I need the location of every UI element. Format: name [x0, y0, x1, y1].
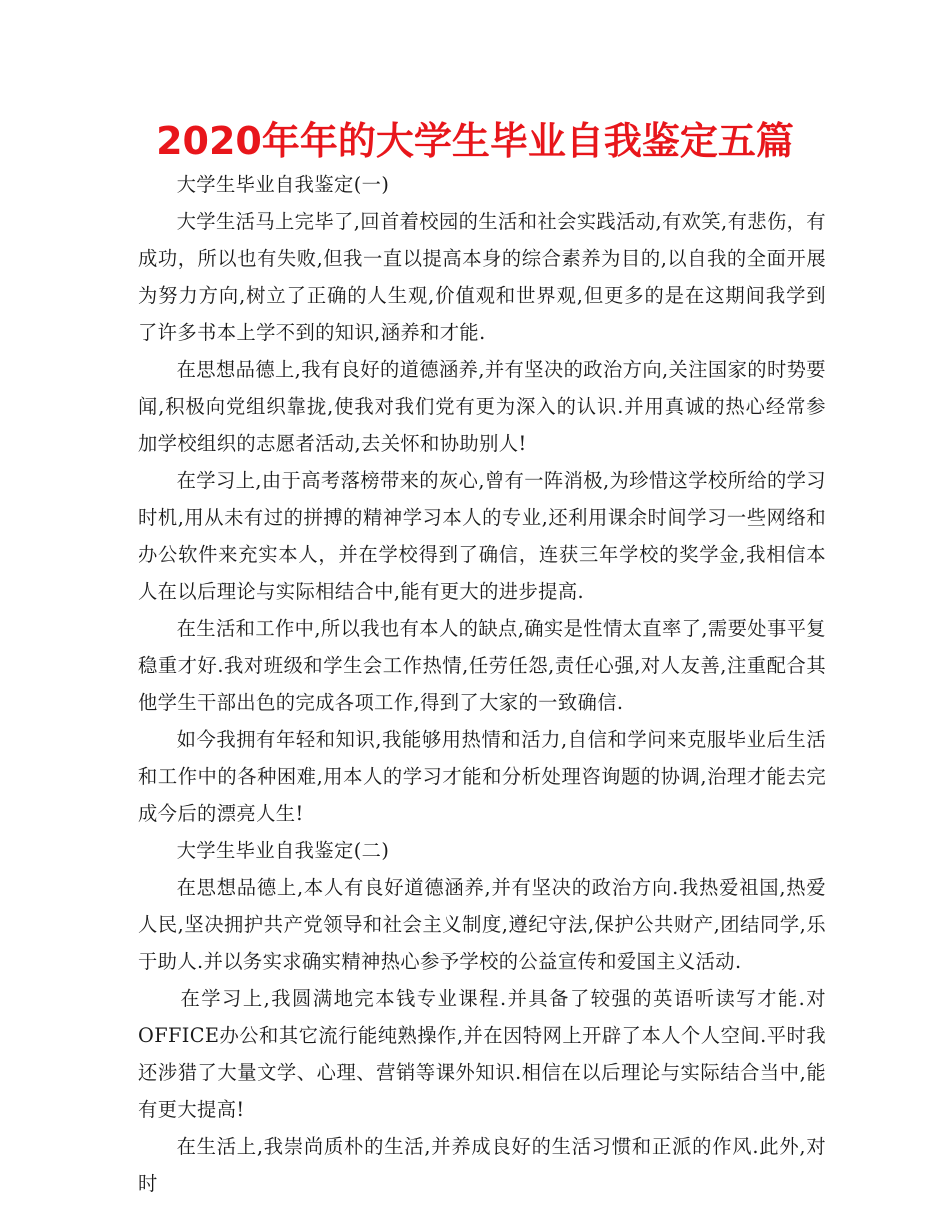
- paragraph: 在思想品德上,本人有良好道德涵养,并有坚决的政治方向.我热爱祖国,热爱人民,坚决拥护共产党领导和社会主义制度,遵纪守法,保护公共财产,团结同学,乐于助人.并以务实求确实精神热心参予学校的公益宣传和爱国主义活动.: [138, 876, 826, 973]
- paragraph: 在生活上,我崇尚质朴的生活,并养成良好的生活习惯和正派的作风.此外,对时: [138, 1135, 826, 1195]
- paragraph: 如今我拥有年轻和知识,我能够用热情和活力,自信和学问来克服毕业后生活和工作中的各种困难,用本人的学习才能和分析处理咨询题的协调,治理才能去完成今后的漂亮人生!: [138, 728, 826, 825]
- page-title: 2020年年的大学生毕业自我鉴定五篇: [156, 119, 794, 163]
- paragraph: 在学习上,由于高考落榜带来的灰心,曾有一阵消极,为珍惜这学校所给的学习时机,用从未有过的拼搏的精神学习本人的专业,还利用课余时间学习一些网络和办公软件来充实本人，并在学校得到了确信，连获三年学校的奖学金,我相信本人在以后理论与实际相结合中,能有更大的进步提高.: [138, 469, 826, 603]
- document-body: [138, 166, 826, 1202]
- section-heading-2: 大学生毕业自我鉴定(二): [176, 839, 390, 862]
- paragraph: 在学习上,我圆满地完本钱专业课程.并具备了较强的英语听读写才能.对OFFICE办公和其它流行能纯熟操作,并在因特网上开辟了本人个人空间.平时我还涉猎了大量文学、心理、营销等课外知识.相信在以后理论与实际结合当中,能有更大提高!: [138, 987, 826, 1121]
- paragraph: 在思想品德上,我有良好的道德涵养,并有坚决的政治方向,关注国家的时势要闻,积极向党组织靠拢,使我对我们党有更为深入的认识.并用真诚的热心经常参加学校组织的志愿者活动,去关怀和协助别人!: [138, 358, 826, 455]
- paragraph: 在生活和工作中,所以我也有本人的缺点,确实是性情太直率了,需要处事平复稳重才好.我对班级和学生会工作热情,任劳任怨,责任心强,对人友善,注重配合其他学生干部出色的完成各项工作,得到了大家的一致确信.: [138, 617, 826, 714]
- paragraph: 大学生活马上完毕了,回首着校园的生活和社会实践活动,有欢笑,有悲伤，有成功，所以也有失败,但我一直以提高本身的综合素养为目的,以自我的全面开展为努力方向,树立了正确的人生观,价值观和世界观,但更多的是在这期间我学到了许多书本上学不到的知识,涵养和才能.: [138, 210, 826, 344]
- section-heading-1: 大学生毕业自我鉴定(一): [176, 173, 390, 196]
